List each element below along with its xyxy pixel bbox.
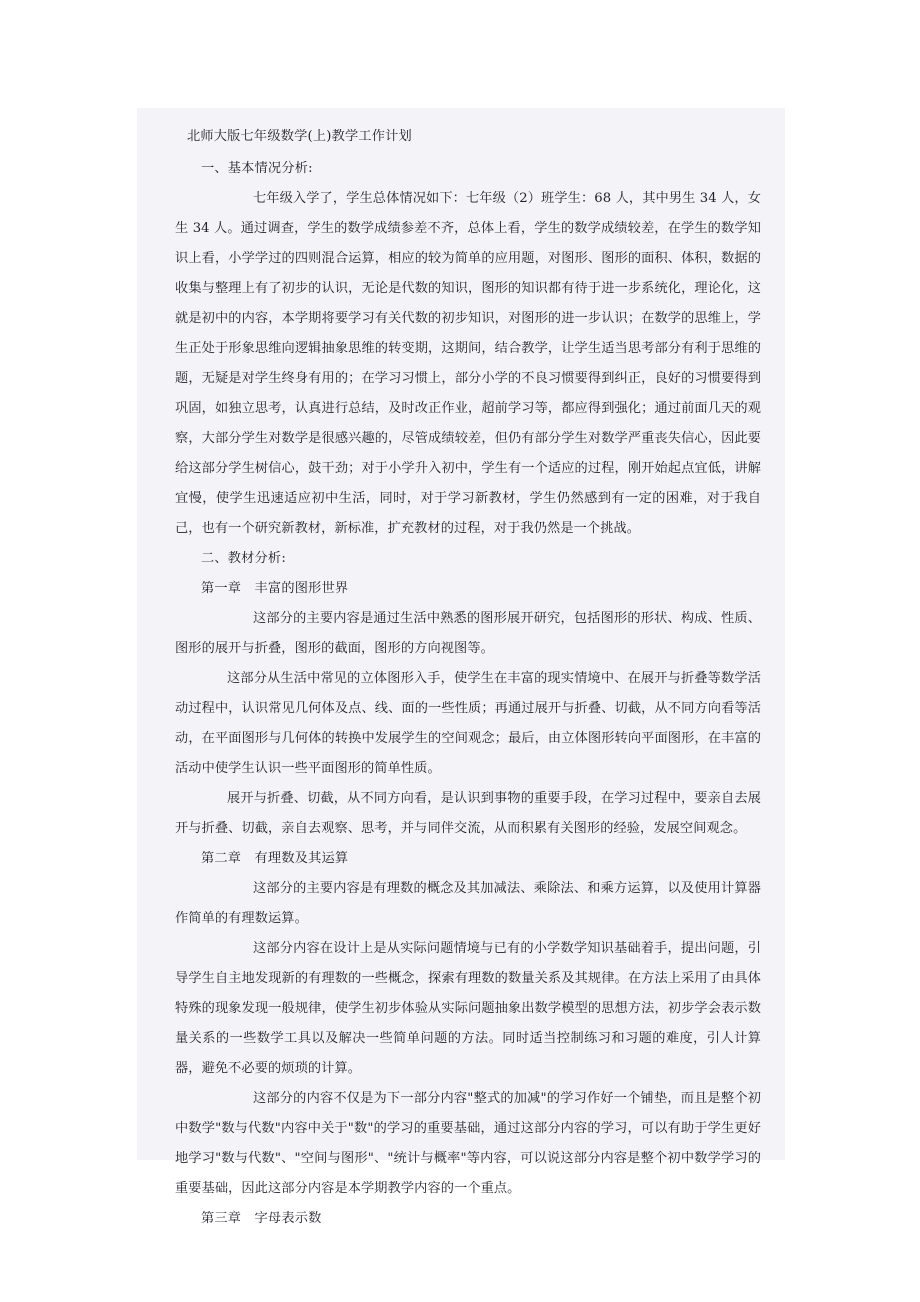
chapter-heading-2: 第二章 有理数及其运算: [201, 851, 349, 866]
paragraph-chapter1-overview: 这部分的主要内容是通过生活中熟悉的图形展开研究，包括图形的形状、构成、性质、图形的展开与折叠，图形的截面，图形的方向视图等。: [175, 611, 761, 656]
document-content-block: [137, 108, 785, 1226]
section-heading-basic-analysis: 一、基本情况分析:: [201, 161, 313, 176]
chapter-heading-3: 第三章 字母表示数: [201, 1211, 322, 1226]
paragraph-chapter2-design: 这部分内容在设计上是从实际问题情境与已有的小学数学知识基础着手，提出问题，引导学生自主地发现新的有理数的一些概念，探索有理数的数量关系及其规律。在方法上采用了由具体特殊的现象发现一般规律，使学生初步体验从实际问题抽象出数学模型的思想方法，初步学会表示数量关系的一些数学工具以及解决一些简单问题的方法。同时适当控制练习和习题的难度，引人计算器，避免不必要的烦琐的计算。: [175, 941, 761, 1076]
paragraph-basic-analysis-body: 七年级入学了，学生总体情况如下：七年级（2）班学生：68 人，其中男生 34 人，女生 34 人。通过调查，学生的数学成绩参差不齐，总体上看，学生的数学成绩较差，在学生的数学知识上看，小学学过的四则混合运算，相应的较为简单的应用题，对图形、图形的面积、体积，数据的收集与整理上有了初步的认识，无论是代数的知识，图形的知识都有待于进一步系统化，理论化，这就是初中的内容，本学期将要学习有关代数的初步知识，对图形的进一步认识；在数学的思维上，学生正处于形象思维向逻辑抽象思维的转变期，这期间，结合教学，让学生适当思考部分有利于思维的题，无疑是对学生终身有用的；在学习习惯上，部分小学的不良习惯要得到纠正，良好的习惯要得到巩固，如独立思考，认真进行总结，及时改正作业，超前学习等，都应得到强化；通过前面几天的观察，大部分学生对数学是很感兴趣的，尽管成绩较差，但仍有部分学生对数学严重丧失信心，因此要给这部分学生树信心，鼓干劲；对于小学升入初中，学生有一个适应的过程，刚开始起点宜低，讲解宜慢，使学生迅速适应初中生活，同时，对于学习新教材，学生仍然感到有一定的困难，对于我自己，也有一个研究新教材，新标准，扩充教材的过程，对于我仍然是一个挑战。: [175, 191, 761, 536]
paragraph-chapter2-importance: 这部分的内容不仅是为下一部分内容"整式的加减"的学习作好一个铺垫，而且是整个初中数学"数与代数"内容中关于"数"的学习的重要基础，通过这部分内容的学习，可以有助于学生更好地学习"数与代数"、"空间与图形"、"统计与概率"等内容，可以说这部分内容是整个初中数学学习的重要基础，因此这部分内容是本学期教学内容的一个重点。: [175, 1091, 761, 1196]
section-heading-textbook-analysis: 二、教材分析:: [201, 551, 286, 566]
document-title: 北师大版七年级数学(上)教学工作计划: [187, 129, 412, 144]
chapter-heading-1: 第一章 丰富的图形世界: [201, 581, 349, 596]
paragraph-chapter2-overview: 这部分的主要内容是有理数的概念及其加减法、乘除法、和乘方运算，以及使用计算器作简单的有理数运算。: [175, 881, 761, 926]
paragraph-chapter1-approach: 这部分从生活中常见的立体图形入手，使学生在丰富的现实情境中、在展开与折叠等数学活动过程中，认识常见几何体及点、线、面的一些性质；再通过展开与折叠、切截，从不同方向看等活动，在平面图形与几何体的转换中发展学生的空间观念；最后，由立体图形转向平面图形，在丰富的活动中使学生认识一些平面图形的简单性质。: [175, 671, 761, 776]
paragraph-chapter1-methods: 展开与折叠、切截，从不同方向看，是认识到事物的重要手段，在学习过程中，要亲自去展开与折叠、切截，亲自去观察、思考，并与同伴交流，从而积累有关图形的经验，发展空间观念。: [175, 791, 761, 836]
